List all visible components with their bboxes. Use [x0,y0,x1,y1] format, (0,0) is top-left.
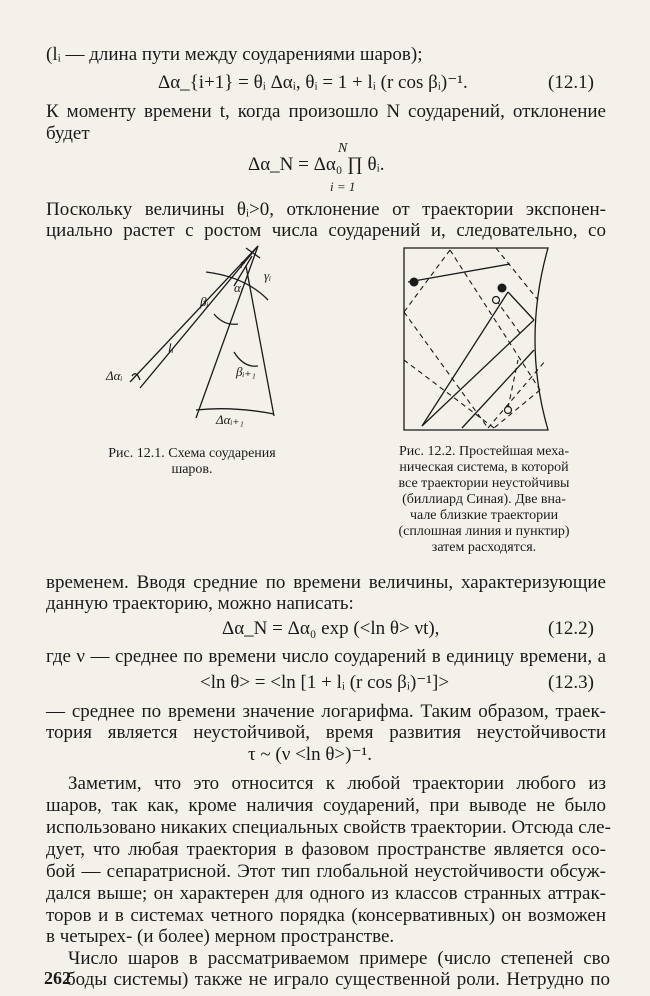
text-line: дует, что любая траектория в фазовом пространстве является осо- [46,839,606,860]
caption-line: затем расходятся. [431,540,537,555]
equation-number-12-1: (12.1) [548,72,594,93]
text-line: будет [46,123,90,144]
page-number: 262 [44,968,71,988]
label-l-i: lᵢ [168,340,174,355]
text-line: временем. Вводя средние по времени величины, характеризующие [46,572,606,593]
text-line: в четырех- (и более) мерном пространстве. [46,926,395,947]
angle-arc [214,314,238,324]
figure-12-2-sinai-billiard [398,240,556,440]
caption-line: Рис. 12.1. Схема соударения [108,446,276,461]
equation-number-12-2: (12.2) [548,618,594,639]
figure-12-1-collision-diagram [96,242,310,432]
caption-line: ническая система, в которой [399,460,569,475]
text-line: данную траекторию, можно написать: [46,593,354,614]
label-delta-alpha-i-plus-1: Δαᵢ₊₁ [216,412,244,427]
text-line: дался выше; он характерен для одного из классов странных аттрак- [46,883,606,904]
dashed-trajectory [488,360,546,428]
text-line: торов и в системах четного порядка (консервативных) он возможен [46,905,606,926]
formula-12-3: <ln θ> = <ln [1 + lᵢ (r cos βᵢ)⁻¹]> [200,672,450,693]
text-line: тория является неустойчивой, время развития неустойчивости [46,722,606,743]
text-line: (lᵢ — длина пути между соударениями шаров); [46,44,423,65]
text-line: шаров, так как, кроме наличия соударений, при выводе не было [46,795,606,816]
text-line: Заметим, что это относится к любой траектории любого из [68,773,606,794]
caption-line: чале близкие траектории [409,508,559,523]
product-upper-limit: N [338,141,348,156]
text-line: — среднее по времени значение логарифма. Таким образом, траек- [46,701,606,722]
formula-12-1: Δα_{i+1} = θᵢ Δαᵢ, θᵢ = 1 + lᵢ (r cos βᵢ)⁻¹. [158,72,468,93]
dashed-trajectory [508,360,518,408]
solid-trajectory [408,264,510,282]
ball-hollow [505,407,512,414]
label-r: r [240,256,246,271]
billiard-boundary [404,248,548,430]
solid-trajectory [462,350,534,428]
label-gamma-i: γᵢ [264,268,272,283]
figure-12-2-caption [372,444,596,556]
text-line: К моменту времени t, когда произошло N соударений, отклонение [46,101,606,122]
label-beta-i: βᵢ [200,294,209,309]
text-line: использовано никаких специальных свойств траектории. Отсюда сле- [46,817,611,838]
solid-trajectory [508,292,534,320]
caption-line: Рис. 12.2. Простейшая меха- [398,444,569,459]
label-alpha-i: αᵢ [234,280,243,295]
ball-solid [410,278,419,287]
text-line: где ν — среднее по времени число соударений в единицу времени, а [46,646,606,667]
text-line: бой — сепаратрисной. Этот тип глобальной неустойчивости обсуж- [46,861,606,882]
formula-product: Δα_N = Δα₀ ∏ θᵢ. [248,154,385,175]
caption-line: все траектории неустойчивы [398,476,570,491]
text-line: циально растет с ростом числа соударений и, следовательно, со [46,220,606,241]
label-delta-alpha-i: Δαᵢ [106,368,123,383]
ball-solid [498,284,507,293]
equation-number-12-3: (12.3) [548,672,594,693]
trajectory-line [130,246,258,382]
figure-12-1-caption [82,446,302,478]
formula-tau: τ ~ (ν <ln θ>)⁻¹. [248,744,372,765]
text-line: боды системы) также не играло существенной роли. Нетрудно по [66,969,610,990]
trajectory-line [246,266,274,416]
ball-hollow [493,297,500,304]
caption-line: (биллиард Синая). Две вна- [402,492,566,507]
caption-line: (сплошная линия и пунктир) [398,524,570,539]
dashed-trajectory [450,250,540,390]
caption-line: шаров. [171,462,213,477]
label-beta-i-plus-1: βᵢ₊₁ [236,364,256,379]
text-line: Поскольку величины θᵢ>0, отклонение от траектории экспонен- [46,199,606,220]
trajectory-line [196,246,258,418]
dashed-trajectory [404,312,488,428]
product-lower-limit: i = 1 [330,179,356,194]
text-line: Число шаров в рассматриваемом примере (число степеней сво [68,948,610,969]
dashed-trajectory [494,390,540,428]
formula-12-2: Δα_N = Δα₀ exp (<ln θ> νt), [222,618,440,639]
